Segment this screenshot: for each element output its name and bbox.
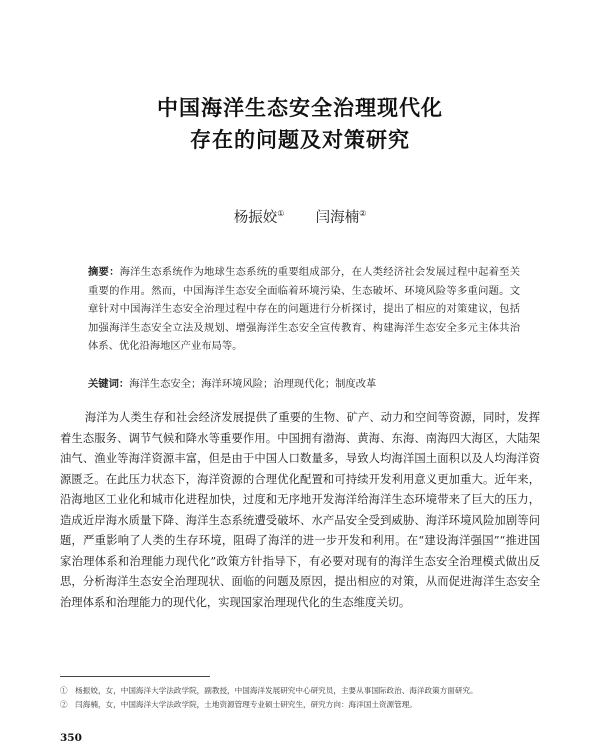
footnotes: [60, 684, 540, 712]
footnote-divider: [60, 676, 210, 677]
author-list: [0, 204, 600, 228]
footnote-item: ① 杨振姣，女，中国海洋大学法政学院，副教授，中国海洋发展研究中心研究员，主要从事国际政治、海洋政策方面研究。: [60, 686, 478, 695]
abstract-block: [88, 263, 520, 356]
keywords-block: [88, 375, 520, 393]
author-footnote-mark[interactable]: ②: [359, 209, 367, 218]
keywords-label: 关键词：: [88, 378, 130, 390]
body-paragraph: 海洋为人类生存和社会经济发展提供了重要的生物、矿产、动力和空间等资源，同时，发挥着生态服务、调节气候和降水等重要作用。中国拥有渤海、黄海、东海、南海四大海区，大陆架油气、渔业等海洋资源丰富，但是由于中国人口数量多，导致人均海洋国土面积以及人均海洋资源匮乏。在此压力状态下，海洋资源的合理优化配置和可持续开发利用意义更加重大。近年来，沿海地区工业化和城市化进程加快，过度和无序地开发海洋给海洋生态环境带来了巨大的压力，造成近岸海水质量下降、海洋生态系统遭受破坏、水产品安全受到威胁、海洋环境风险加剧等问题，严重影响了人类的生存环境，阻碍了海洋的进一步开发和利用。在“建设海洋强国”“推进国家治理体系和治理能力现代化”政策方针指导下，有必要对现有的海洋生态安全治理模式做出反思，分析海洋生态安全治理现状、面临的问题及原因，提出相应的对策，从而促进海洋生态安全治理体系和治理能力的现代化，实现国家治理现代化的生态维度关切。: [60, 411, 540, 609]
abstract-label: 摘要：: [88, 266, 120, 278]
author-name: 闫海楠: [315, 210, 360, 226]
author-footnote-mark[interactable]: ①: [277, 209, 285, 218]
page-number: 350: [60, 732, 82, 744]
abstract-text: 海洋生态系统作为地球生态系统的重要组成部分，在人类经济社会发展过程中起着至关重要的作用。然而，中国海洋生态安全面临着环境污染、生态破坏、环境风险等多重问题。文章针对中国海洋生态安全治理过程中存在的问题进行分析探讨，提出了相应的对策建议，包括加强海洋生态安全立法及规划、增强海洋生态安全宣传教育、构建海洋生态安全多元主体共治体系、优化沿海地区产业布局等。: [88, 266, 521, 352]
keywords-text: 海洋生态安全；海洋环境风险；治理现代化；制度改革: [129, 378, 377, 390]
title-line-2: 存在的问题及对策研究: [190, 128, 410, 152]
author-name: 杨振姣: [233, 210, 278, 226]
footnote-item: ② 闫海楠，女，中国海洋大学法政学院，土地资源管理专业硕士研究生，研究方向：海洋国土资源管理。: [60, 700, 417, 709]
paper-title: [60, 92, 540, 156]
title-line-1: 中国海洋生态安全治理现代化: [157, 96, 443, 120]
